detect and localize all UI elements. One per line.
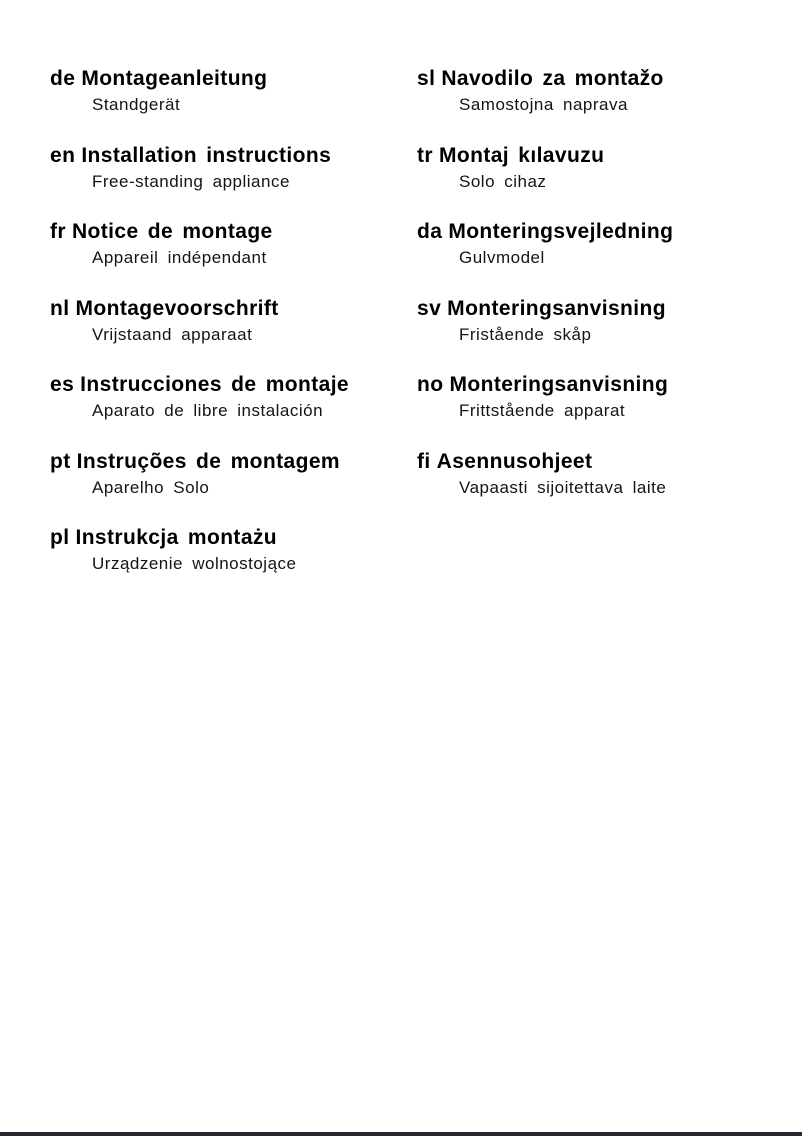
language-subtitle: Samostojna naprava: [459, 95, 628, 114]
language-code: es: [50, 373, 75, 396]
language-entry: [417, 296, 767, 348]
language-heading: [417, 219, 767, 245]
language-code: sv: [417, 296, 442, 320]
language-title: Montagevoorschrift: [75, 296, 279, 320]
language-subtitle: Appareil indépendant: [92, 248, 267, 267]
language-title: Instrukcja montażu: [75, 526, 278, 549]
language-heading: [417, 66, 767, 92]
language-code: pt: [50, 449, 71, 473]
language-code: en: [50, 143, 76, 167]
language-code: fr: [50, 220, 66, 243]
language-subtitle: Urządzenie wolnostojące: [92, 554, 297, 573]
language-column-right: [417, 66, 767, 525]
footer-rule: [0, 1132, 802, 1136]
language-subtitle: Aparato de libre instalación: [92, 401, 324, 420]
language-subtitle: Vrijstaand apparaat: [92, 324, 253, 344]
language-code: de: [50, 67, 76, 90]
language-entry: [417, 449, 767, 501]
language-entry: [50, 449, 400, 501]
language-title: Montaj kılavuzu: [438, 143, 605, 167]
language-code: tr: [417, 143, 433, 167]
language-heading: [50, 219, 400, 245]
language-subtitle: Frittstående apparat: [459, 401, 626, 420]
language-column-left: [50, 66, 400, 602]
language-code: fi: [417, 449, 431, 473]
language-heading: [50, 296, 400, 322]
language-entry: [50, 525, 400, 577]
language-entry: [417, 372, 767, 424]
language-title: Asennusohjeet: [436, 449, 593, 473]
language-entry: [50, 143, 400, 195]
language-heading: [417, 143, 767, 169]
language-entry: [50, 66, 400, 118]
language-code: pl: [50, 526, 70, 549]
language-entry: [417, 219, 767, 271]
language-entry: [417, 143, 767, 195]
language-entry: [417, 66, 767, 118]
language-subtitle: Free-standing appliance: [92, 171, 290, 191]
language-heading: [50, 372, 400, 398]
language-code: sl: [417, 67, 436, 90]
language-heading: [417, 296, 767, 322]
language-title: Monteringsanvisning: [449, 373, 669, 396]
language-heading: [50, 66, 400, 92]
language-subtitle: Fristående skåp: [459, 324, 592, 344]
language-entry: [50, 372, 400, 424]
language-subtitle: Gulvmodel: [459, 248, 545, 267]
language-subtitle: Vapaasti sijoitettava laite: [459, 477, 667, 497]
language-entry: [50, 219, 400, 271]
language-title: Navodilo za montažo: [441, 67, 664, 90]
language-subtitle: Solo cihaz: [459, 171, 547, 191]
language-entry: [50, 296, 400, 348]
language-subtitle: Aparelho Solo: [92, 477, 210, 497]
language-title: Installation instructions: [81, 143, 332, 167]
language-title: Montageanleitung: [81, 67, 268, 90]
language-heading: [417, 449, 767, 475]
language-subtitle: Standgerät: [92, 95, 181, 114]
language-heading: [50, 525, 400, 551]
language-heading: [417, 372, 767, 398]
language-title: Instruções de montagem: [76, 449, 340, 473]
language-code: da: [417, 220, 443, 243]
language-title: Instrucciones de montaje: [80, 373, 350, 396]
language-heading: [50, 449, 400, 475]
language-title: Monteringsvejledning: [448, 220, 674, 243]
language-code: no: [417, 373, 444, 396]
language-title: Notice de montage: [71, 220, 273, 243]
language-title: Monteringsanvisning: [447, 296, 666, 320]
language-code: nl: [50, 296, 70, 320]
language-heading: [50, 143, 400, 169]
